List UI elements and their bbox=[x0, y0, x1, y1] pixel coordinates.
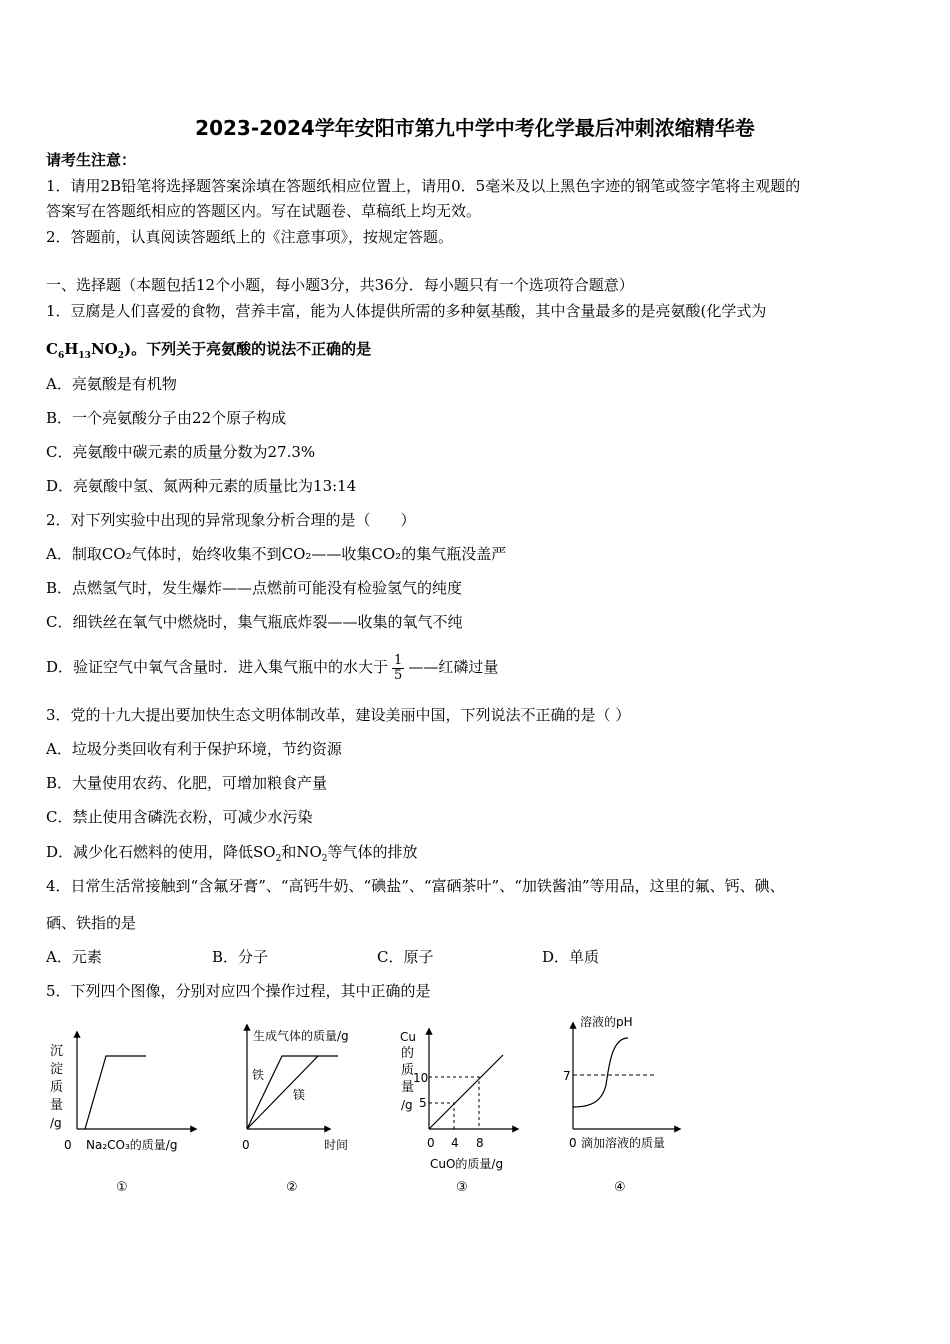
q1-stem-line2: $C_6H_{13}NO_2$)。下列关于亮氨酸的说法不正确的是 bbox=[46, 340, 372, 361]
graph2-ylabel: 生成气体的质量/g bbox=[253, 1029, 349, 1043]
graph1-ylabel-2: 淀 bbox=[50, 1062, 64, 1077]
section-heading: 一、选择题（本题包括12个小题，每小题3分，共36分．每小题只有一个选项符合题意） bbox=[46, 276, 634, 294]
graph1-curve bbox=[85, 1056, 146, 1129]
graph4-curve bbox=[573, 1038, 628, 1107]
graph2-label-iron: 铁 bbox=[252, 1068, 265, 1082]
q2-option-c: C．细铁丝在氧气中燃烧时，集气瓶底炸裂——收集的氧气不纯 bbox=[46, 613, 463, 631]
graph2-label-magnesium: 镁 bbox=[293, 1088, 306, 1102]
graph3-curve bbox=[429, 1055, 503, 1129]
graph2-xlabel: 时间 bbox=[324, 1138, 349, 1152]
graph3-ylabel-5: /g bbox=[401, 1098, 413, 1112]
q5-stem: 5．下列四个图像，分别对应四个操作过程，其中正确的是 bbox=[46, 982, 431, 1000]
graph1-xlabel: Na₂CO₃的质量/g bbox=[86, 1138, 178, 1152]
q1-stem-line1: 1．豆腐是人们喜爱的食物，营养丰富，能为人体提供所需的多种氨基酸，其中含量最多的是亮氨酸(化学式为 bbox=[46, 302, 767, 320]
q3-stem: 3．党的十九大提出要加快生态文明体制改革，建设美丽中国，下列说法不正确的是（ ） bbox=[46, 706, 631, 724]
graph1-ylabel-4: 量 bbox=[50, 1098, 64, 1113]
q2-option-a: A．制取CO₂气体时，始终收集不到CO₂——收集CO₂的集气瓶没盖严 bbox=[46, 545, 507, 563]
notice-heading: 请考生注意： bbox=[46, 151, 137, 169]
graph3-ylabel-4: 量 bbox=[401, 1080, 415, 1095]
graph2-caption: ② bbox=[286, 1180, 298, 1195]
graph2-line-magnesium bbox=[247, 1056, 318, 1129]
graph4-xlabel: 滴加溶液的质量 bbox=[581, 1136, 666, 1150]
q2-option-b: B．点燃氢气时，发生爆炸——点燃前可能没有检验氢气的纯度 bbox=[46, 579, 463, 597]
graph4-origin: 0 bbox=[569, 1136, 577, 1150]
q4-stem-line2: 硒、铁指的是 bbox=[46, 914, 137, 932]
q5-graphs bbox=[0, 1005, 950, 1205]
graph3-tick-y-5: 5 bbox=[419, 1096, 427, 1110]
graph-4 bbox=[563, 1014, 680, 1195]
q2-option-d: D．验证空气中氧气含量时．进入集气瓶中的水大于 $\frac{1}{5}$ ——红磷过量 bbox=[46, 652, 499, 683]
q3-option-b: B．大量使用农药、化肥，可增加粮食产量 bbox=[46, 774, 328, 792]
graph3-tick-y-10: 10 bbox=[413, 1071, 429, 1085]
notice-line-1: 1．请用2B铅笔将选择题答案涂填在答题纸相应位置上，请用0．5毫米及以上黑色字迹的钢笔或签字笔将主观题的 bbox=[46, 177, 801, 195]
q2-stem: 2．对下列实验中出现的异常现象分析合理的是（ ） bbox=[46, 511, 416, 529]
graph3-ylabel-1: Cu bbox=[400, 1030, 416, 1044]
graph3-ylabel-2: 的 bbox=[401, 1046, 415, 1061]
graph3-origin: 0 bbox=[427, 1136, 435, 1150]
q1-option-c: C．亮氨酸中碳元素的质量分数为27.3% bbox=[46, 443, 316, 461]
q1-option-b: B．一个亮氨酸分子由22个原子构成 bbox=[46, 409, 287, 427]
q3-option-c: C．禁止使用含磷洗衣粉，可减少水污染 bbox=[46, 808, 313, 826]
graph1-origin: 0 bbox=[64, 1138, 72, 1152]
graph4-tick-y-7: 7 bbox=[563, 1069, 571, 1083]
graph4-ylabel: 溶液的pH bbox=[580, 1015, 633, 1029]
q4-option-d: D．单质 bbox=[542, 948, 600, 966]
graph4-caption: ④ bbox=[614, 1180, 626, 1195]
graph-1 bbox=[50, 1032, 196, 1195]
q4-option-a: A．元素 bbox=[46, 948, 102, 966]
q3-option-d: D．减少化石燃料的使用，降低$SO_2$和$NO_2$等气体的排放 bbox=[46, 843, 418, 864]
fraction-one-fifth: $\frac{1}{5}$ bbox=[394, 652, 403, 683]
graph-3 bbox=[400, 1029, 518, 1195]
graph1-ylabel-5: /g bbox=[50, 1116, 62, 1130]
q1-option-d: D．亮氨酸中氢、氮两种元素的质量比为13:14 bbox=[46, 477, 357, 495]
graph3-tick-x-4: 4 bbox=[451, 1136, 459, 1150]
graph3-xlabel: CuO的质量/g bbox=[430, 1157, 504, 1171]
q4-option-b: B．分子 bbox=[212, 948, 269, 966]
notice-line-1b: 答案写在答题纸相应的答题区内。写在试题卷、草稿纸上均无效。 bbox=[46, 202, 482, 220]
graph2-origin: 0 bbox=[242, 1138, 250, 1152]
graph3-caption: ③ bbox=[456, 1180, 468, 1195]
q4-stem-line1: 4．日常生活常接触到“含氟牙膏”、“高钙牛奶、“碘盐”、“富硒茶叶”、“加铁酱油”等用品，这里的氟、钙、碘、 bbox=[46, 877, 785, 895]
graph1-ylabel-1: 沉 bbox=[50, 1044, 64, 1059]
graph1-ylabel-3: 质 bbox=[50, 1080, 64, 1095]
graph3-tick-x-8: 8 bbox=[476, 1136, 484, 1150]
graph-2 bbox=[242, 1025, 349, 1195]
q3-option-a: A．垃圾分类回收有利于保护环境，节约资源 bbox=[46, 740, 342, 758]
q1-formula: $C_6H_{13}NO_2$ bbox=[46, 340, 124, 361]
q1-option-a: A．亮氨酸是有机物 bbox=[46, 375, 177, 393]
exam-title: 2023-2024学年安阳市第九中学中考化学最后冲刺浓缩精华卷 bbox=[195, 116, 755, 140]
notice-line-2: 2．答题前，认真阅读答题纸上的《注意事项》，按规定答题。 bbox=[46, 228, 454, 246]
graph3-ylabel-3: 质 bbox=[401, 1063, 415, 1078]
q4-option-c: C．原子 bbox=[377, 948, 434, 966]
graph1-caption: ① bbox=[116, 1180, 128, 1195]
